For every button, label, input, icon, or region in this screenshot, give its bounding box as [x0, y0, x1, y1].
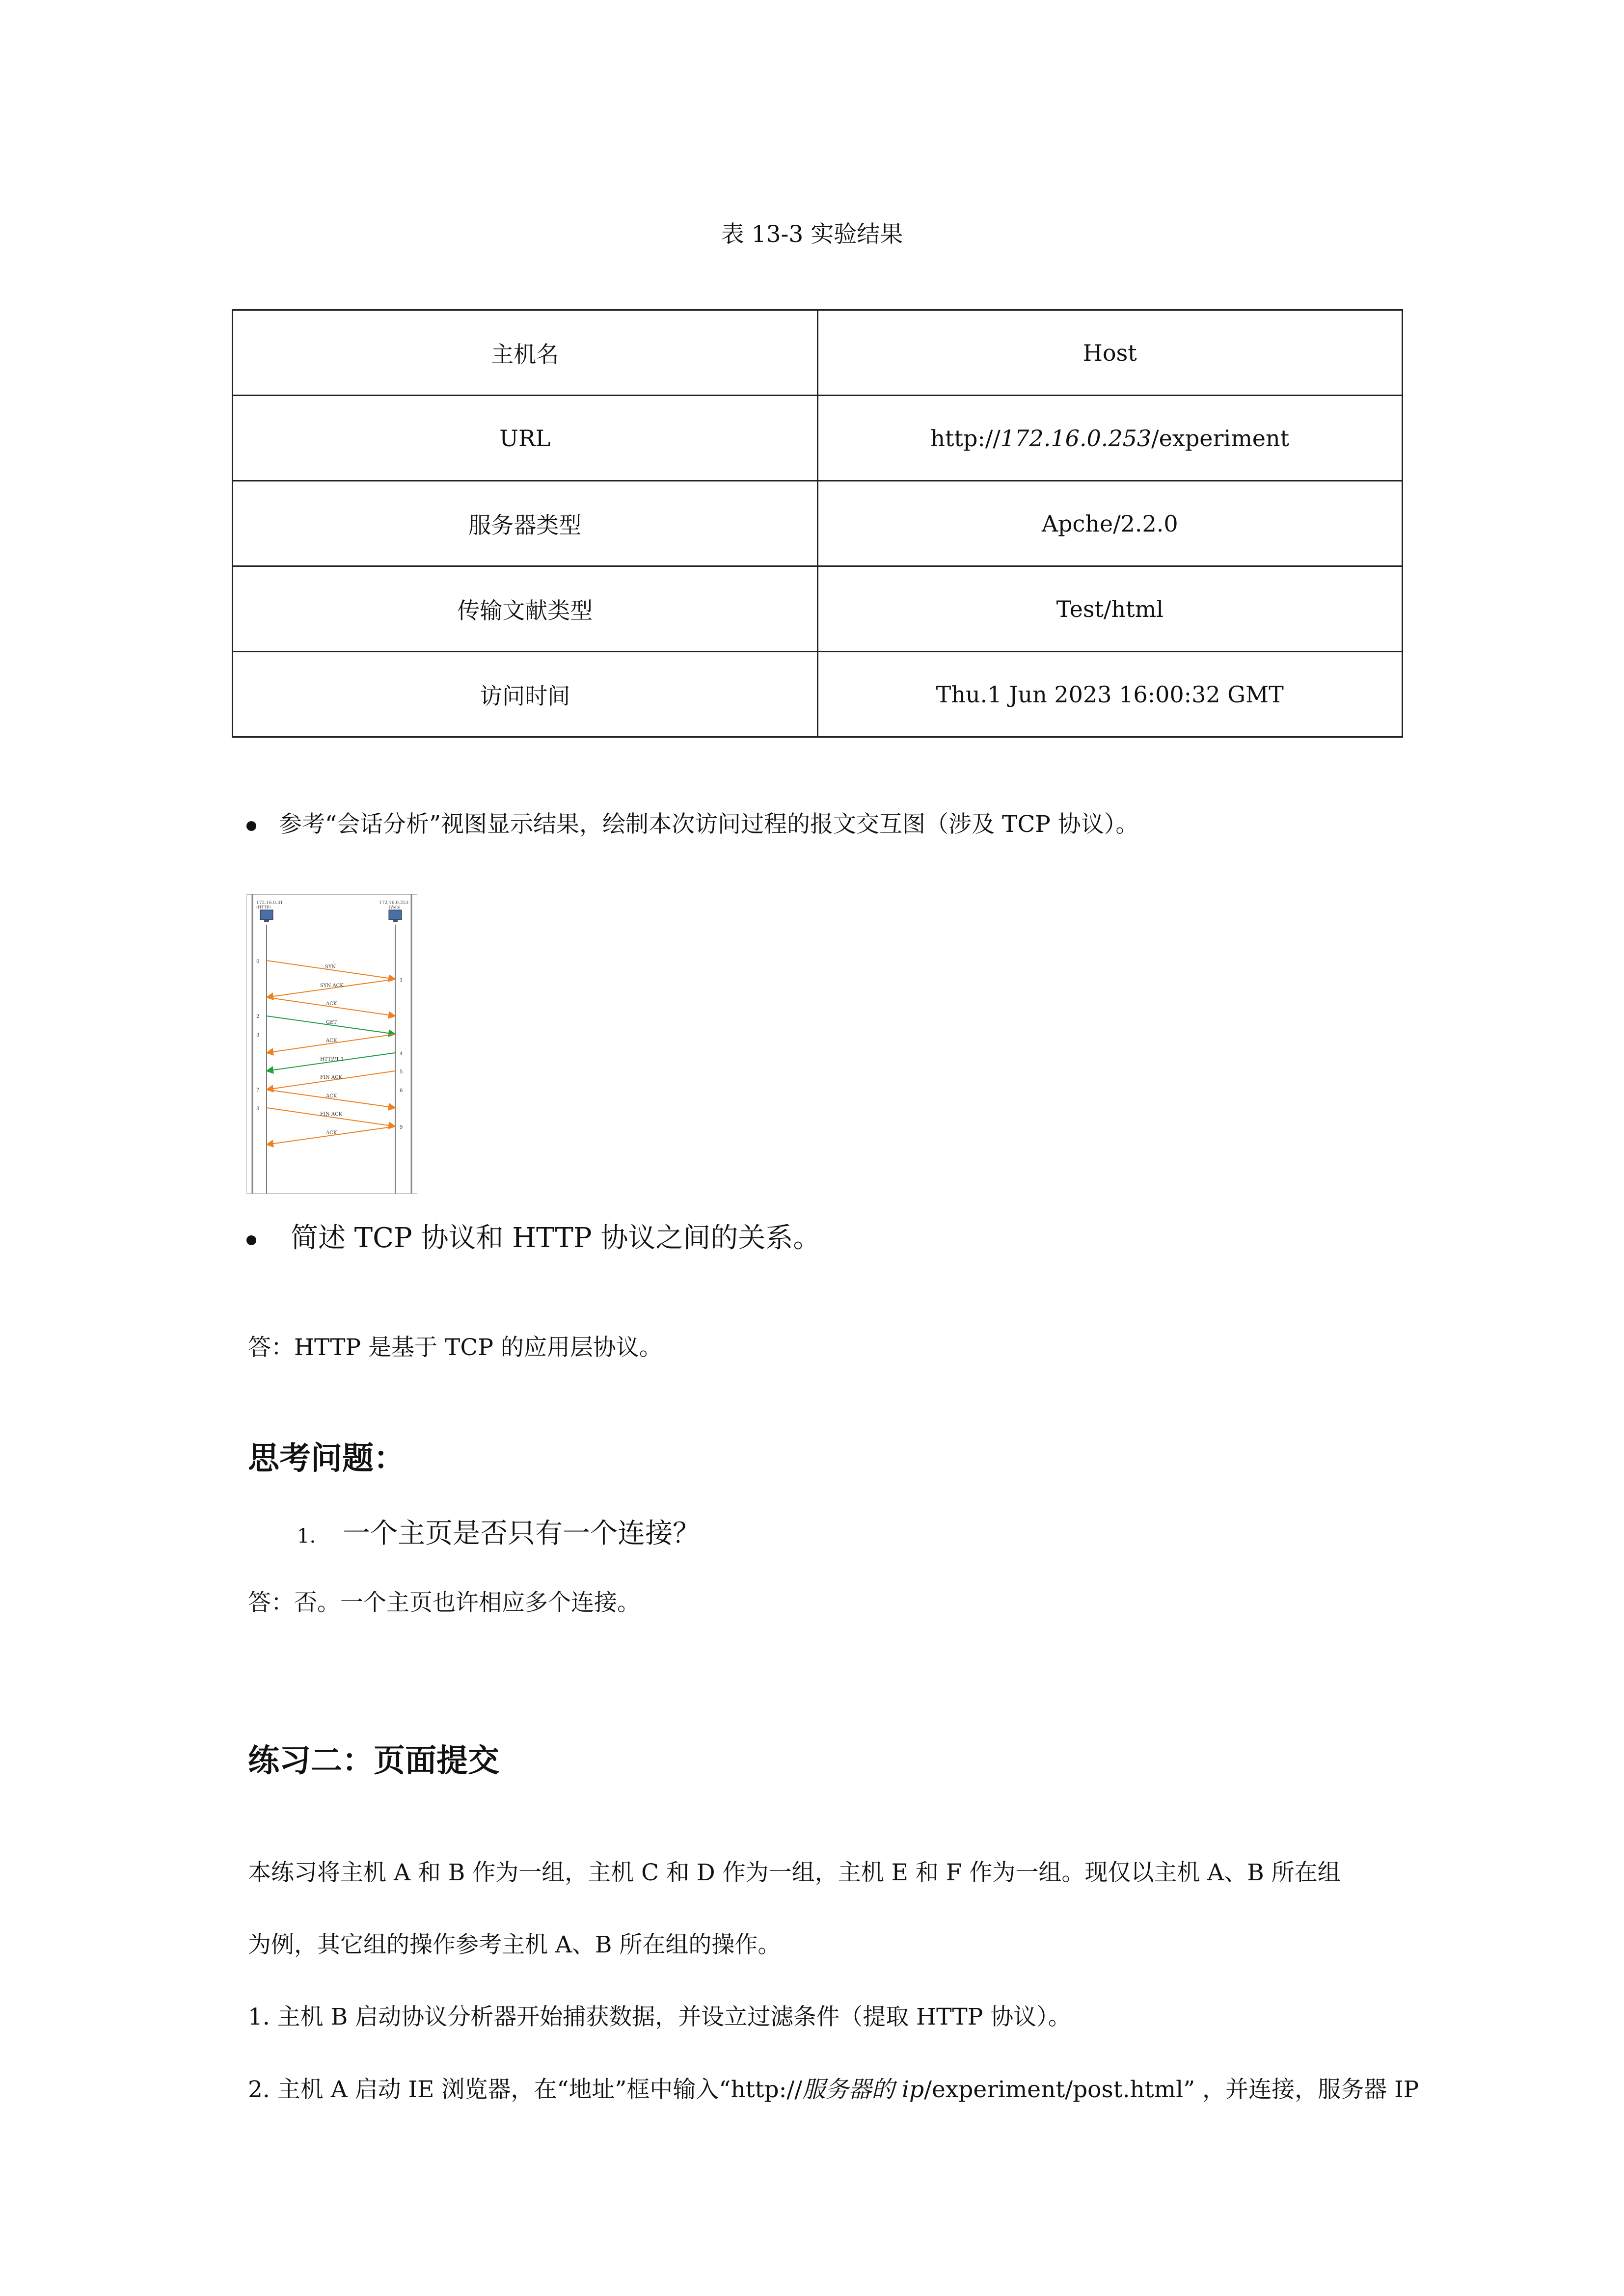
section-heading-think: 思考问题： — [248, 1440, 405, 1477]
table-caption: 表 13-3 实验结果 — [721, 221, 903, 248]
answer-2: 答：否。一个主页也许相应多个连接。 — [248, 1589, 640, 1616]
bullet-icon — [246, 1235, 256, 1245]
message-label: ACK — [326, 1130, 337, 1136]
table-row — [233, 481, 1403, 566]
host-left-label: 172.16.0.31 — [256, 901, 283, 906]
question-1: 1. 一个主页是否只有一个连接？ — [297, 1518, 701, 1549]
message-label: ACK — [326, 1038, 337, 1043]
row-label: 访问时间 — [233, 652, 818, 737]
message-label: SYN ACK — [320, 983, 344, 988]
message-label: FIN ACK — [320, 1075, 343, 1080]
seq-number: 4 — [400, 1051, 403, 1057]
row-value: http://172.16.0.253/experiment — [817, 396, 1403, 481]
table-row — [233, 566, 1403, 652]
row-label: 服务器类型 — [233, 481, 818, 566]
message-label: FIN ACK — [320, 1112, 343, 1117]
diagram-frame — [246, 894, 417, 1194]
table-row — [233, 396, 1403, 481]
bullet-icon — [246, 821, 256, 831]
row-label: URL — [233, 396, 818, 481]
section-heading-exercise2: 练习二：页面提交 — [248, 1742, 499, 1779]
seq-number: 3 — [256, 1033, 260, 1038]
answer-1: 答：HTTP 是基于 TCP 的应用层协议。 — [248, 1334, 662, 1361]
host-left-sub: (HTTP) — [256, 905, 271, 909]
seq-number: 0 — [256, 959, 260, 964]
tcp-sequence-diagram — [246, 894, 417, 1194]
row-value: Host — [817, 310, 1403, 396]
seq-number: 9 — [400, 1125, 403, 1130]
row-value: Apche/2.2.0 — [817, 481, 1403, 566]
seq-number: 2 — [256, 1014, 260, 1019]
row-value: Thu.1 Jun 2023 16:00:32 GMT — [817, 652, 1403, 737]
bullet-item-question: 简述 TCP 协议和 HTTP 协议之间的关系。 — [246, 1216, 820, 1255]
row-label: 传输文献类型 — [233, 566, 818, 652]
bullet-item-diagram: 参考“会话分析”视图显示结果，绘制本次访问过程的报文交互图（涉及 TCP 协议）。 — [246, 806, 1138, 839]
table-row — [233, 310, 1403, 396]
seq-number: 1 — [400, 978, 403, 983]
row-label: 主机名 — [233, 310, 818, 396]
seq-number: 8 — [256, 1106, 260, 1112]
paragraph-line: 为例，其它组的操作参考主机 A、B 所在组的操作。 — [248, 1931, 781, 1958]
step-1: 1. 主机 B 启动协议分析器开始捕获数据，并设立过滤条件（提取 HTTP 协议）。 — [248, 2003, 1071, 2030]
step-2: 2. 主机 A 启动 IE 浏览器，在“地址”框中输入“http://服务器的 ip/experiment/post.html” ，并连接，服务器 IP — [248, 2076, 1419, 2103]
result-table — [232, 309, 1403, 738]
message-label: ACK — [326, 1094, 337, 1099]
host-right-label: 172.16.0.253 — [379, 901, 409, 906]
table-row — [233, 652, 1403, 737]
message-label: SYN — [325, 964, 336, 970]
message-label: HTTP/1.1 — [320, 1057, 344, 1062]
seq-number: 7 — [256, 1088, 260, 1093]
seq-number: 5 — [400, 1069, 403, 1075]
message-label: GET — [326, 1020, 337, 1025]
seq-number: 6 — [400, 1088, 403, 1094]
message-label: ACK — [326, 1001, 337, 1007]
paragraph-line: 本练习将主机 A 和 B 作为一组，主机 C 和 D 作为一组，主机 E 和 F 作为一组。现仅以主机 A、B 所在组 — [248, 1859, 1341, 1886]
row-value: Test/html — [817, 566, 1403, 652]
host-right-sub: (Web) — [389, 905, 401, 909]
